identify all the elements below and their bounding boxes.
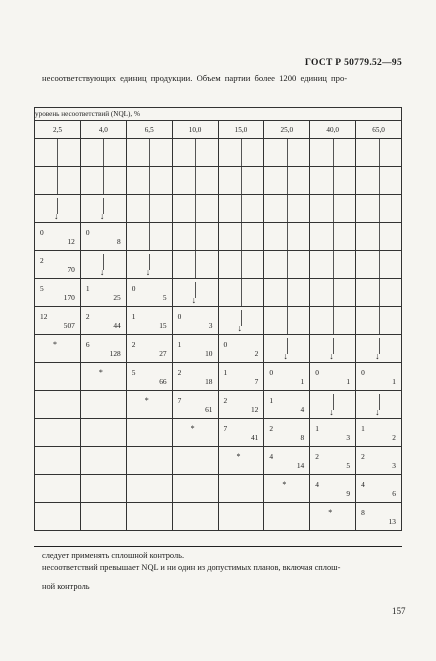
sample-size: 1 <box>392 377 396 386</box>
table-cell <box>310 363 356 391</box>
nql-level-header: 6,5 <box>126 121 172 139</box>
table-cell <box>80 279 126 307</box>
table-cell <box>35 447 81 475</box>
table-cell <box>126 419 172 447</box>
table-cell <box>35 251 81 279</box>
continuation-line <box>57 139 58 166</box>
table-cell <box>126 307 172 335</box>
table-cell <box>126 279 172 307</box>
sampling-plan-table <box>34 107 402 531</box>
acceptance-number: 2 <box>40 256 44 265</box>
table-cell <box>310 251 356 279</box>
table-cell <box>80 447 126 475</box>
sample-size: 66 <box>159 377 167 386</box>
sample-size: 7 <box>254 377 259 386</box>
continuation-line <box>287 223 288 250</box>
table-cell <box>218 251 264 279</box>
table-cell <box>218 307 264 335</box>
continuation-line <box>149 195 150 222</box>
continuation-line <box>379 195 380 222</box>
footnote-line: следует применять сплошной контроль. <box>42 551 185 560</box>
table-row <box>35 223 402 251</box>
continuation-line <box>333 307 334 334</box>
down-arrow-icon: ↓ <box>375 407 380 417</box>
table-cell <box>80 139 126 167</box>
table-cell <box>80 391 126 419</box>
table-cell <box>264 139 310 167</box>
table-cell <box>310 167 356 195</box>
sample-size: 13 <box>388 517 396 526</box>
continuation-line <box>379 167 380 194</box>
sample-size: 27 <box>159 349 167 358</box>
table-cell <box>356 279 402 307</box>
sample-size: 170 <box>63 293 75 302</box>
table-cell <box>356 447 402 475</box>
table-cell <box>172 391 218 419</box>
down-arrow-icon: ↓ <box>237 323 242 333</box>
asterisk-marker: * <box>328 508 333 517</box>
acceptance-number: 5 <box>40 284 44 293</box>
acceptance-number: 0 <box>85 228 90 237</box>
table-cell <box>356 251 402 279</box>
sample-size: 44 <box>113 321 121 330</box>
down-arrow-icon: ↓ <box>329 351 334 361</box>
acceptance-number: 0 <box>269 368 274 377</box>
table-cell <box>356 335 402 363</box>
acceptance-number: 1 <box>85 284 90 293</box>
acceptance-number: 5 <box>131 368 136 377</box>
table-row <box>35 251 402 279</box>
acceptance-number: 0 <box>315 368 319 377</box>
intro-text: несоответствующих единиц продукции. Объем партии более 1200 единиц про- <box>42 73 348 83</box>
continuation-line <box>241 167 242 194</box>
table-cell <box>264 419 310 447</box>
table-cell <box>172 167 218 195</box>
table-cell <box>172 363 218 391</box>
table-cell <box>356 503 402 531</box>
table-cell <box>35 307 81 335</box>
acceptance-number: 1 <box>223 368 228 377</box>
down-arrow-icon: ↓ <box>329 407 334 417</box>
asterisk-marker: * <box>144 396 149 405</box>
table-cell <box>80 167 126 195</box>
table-cell <box>218 419 264 447</box>
table-cell <box>310 475 356 503</box>
continuation-line <box>287 279 288 306</box>
table-cell <box>172 223 218 251</box>
sample-size: 41 <box>250 433 259 442</box>
acceptance-number: 4 <box>269 452 274 461</box>
table-cell <box>218 503 264 531</box>
table-row <box>35 419 402 447</box>
acceptance-number: 4 <box>315 480 319 489</box>
sample-size: 1 <box>300 377 305 386</box>
sample-size: 8 <box>300 433 305 442</box>
acceptance-number: 0 <box>223 340 228 349</box>
table-cell <box>126 167 172 195</box>
table-row <box>35 391 402 419</box>
sample-size: 18 <box>205 377 213 386</box>
table-cell <box>310 223 356 251</box>
table-cell <box>310 307 356 335</box>
nql-header-row <box>35 121 402 139</box>
table-row <box>35 363 402 391</box>
down-arrow-icon: ↓ <box>283 351 288 361</box>
continuation-line <box>195 139 196 166</box>
table-cell <box>80 195 126 223</box>
continuation-line <box>195 167 196 194</box>
table-cell <box>310 139 356 167</box>
table-cell <box>172 139 218 167</box>
continuation-line <box>287 139 288 166</box>
table-cell <box>126 251 172 279</box>
table-cell <box>126 223 172 251</box>
asterisk-marker: * <box>53 340 57 349</box>
table-cell <box>264 503 310 531</box>
standard-header: ГОСТ Р 50779.52—95 <box>304 58 402 68</box>
sample-size: 14 <box>296 461 305 470</box>
footnote-line: ной контроль <box>42 582 90 591</box>
table-cell <box>35 223 81 251</box>
acceptance-number: 0 <box>361 368 365 377</box>
table-cell <box>218 167 264 195</box>
table-cell <box>264 335 310 363</box>
sample-size: 61 <box>205 405 213 414</box>
table-cell <box>310 195 356 223</box>
continuation-line <box>287 307 288 334</box>
sample-size: 9 <box>346 489 351 498</box>
table-row <box>35 503 402 531</box>
sample-size: 128 <box>109 349 121 358</box>
table-cell <box>356 363 402 391</box>
table-cell <box>126 475 172 503</box>
continuation-line <box>195 223 196 250</box>
continuation-line <box>333 279 334 306</box>
acceptance-number: 2 <box>361 452 365 461</box>
nql-level-header: 15,0 <box>218 121 264 139</box>
sample-size: 70 <box>67 265 75 274</box>
continuation-line <box>333 251 334 278</box>
continuation-line <box>103 139 104 166</box>
continuation-line <box>241 223 242 250</box>
table-cell <box>264 363 310 391</box>
acceptance-number: 0 <box>40 228 44 237</box>
asterisk-marker: * <box>98 368 103 377</box>
table-cell <box>310 503 356 531</box>
continuation-line <box>149 223 150 250</box>
table-cell <box>80 307 126 335</box>
acceptance-number: 4 <box>361 480 365 489</box>
table-cell <box>172 335 218 363</box>
continuation-line <box>149 167 150 194</box>
acceptance-number: 2 <box>85 312 90 321</box>
table-cell <box>264 447 310 475</box>
table-caption: уровень несоответствий (NQL), % <box>35 108 402 121</box>
acceptance-number: 2 <box>131 340 136 349</box>
continuation-line <box>333 139 334 166</box>
table-cell <box>310 419 356 447</box>
table-cell <box>264 195 310 223</box>
continuation-line <box>379 251 380 278</box>
table-cell <box>172 195 218 223</box>
table-cell <box>218 223 264 251</box>
table-cell <box>356 391 402 419</box>
footnote-line: несоответствий превышает NQL и ни один из допустимых планов, включая сплош- <box>42 563 341 572</box>
table-cell <box>35 279 81 307</box>
sample-size: 10 <box>205 349 213 358</box>
nql-level-header: 2,5 <box>35 121 81 139</box>
table-row <box>35 167 402 195</box>
acceptance-number: 0 <box>131 284 136 293</box>
acceptance-number: 1 <box>269 396 274 405</box>
sample-size: 2 <box>254 349 259 358</box>
table-cell <box>218 279 264 307</box>
table-cell <box>35 475 81 503</box>
table-cell <box>356 195 402 223</box>
table-cell <box>172 475 218 503</box>
table-cell <box>35 195 81 223</box>
nql-level-header: 10,0 <box>172 121 218 139</box>
sample-size: 507 <box>63 321 75 330</box>
continuation-line <box>379 139 380 166</box>
nql-level-header: 4,0 <box>80 121 126 139</box>
table-bottom-rule <box>34 546 402 547</box>
table-cell <box>356 167 402 195</box>
sample-size: 5 <box>162 293 167 302</box>
table-cell <box>172 503 218 531</box>
table-cell <box>172 279 218 307</box>
table-cell <box>264 167 310 195</box>
acceptance-number: 2 <box>315 452 319 461</box>
sample-size: 25 <box>113 293 121 302</box>
table-cell <box>310 391 356 419</box>
continuation-line <box>241 279 242 306</box>
sample-size: 12 <box>67 237 75 246</box>
table-cell <box>356 419 402 447</box>
table-caption-row <box>35 108 402 121</box>
acceptance-number: 7 <box>223 424 228 433</box>
table-cell <box>356 223 402 251</box>
table-row <box>35 195 402 223</box>
table-cell <box>172 419 218 447</box>
table-cell <box>80 503 126 531</box>
table-cell <box>126 139 172 167</box>
table-row <box>35 335 402 363</box>
table-cell <box>35 391 81 419</box>
continuation-line <box>241 139 242 166</box>
sample-size: 12 <box>250 405 259 414</box>
table-cell <box>356 475 402 503</box>
table-cell <box>172 251 218 279</box>
page-number: 157 <box>392 606 406 616</box>
table-cell <box>126 195 172 223</box>
acceptance-number: 0 <box>177 312 182 321</box>
continuation-line <box>333 195 334 222</box>
table-cell <box>172 447 218 475</box>
nql-level-header: 65,0 <box>356 121 402 139</box>
table-cell <box>126 447 172 475</box>
continuation-line <box>287 251 288 278</box>
asterisk-marker: * <box>190 424 195 433</box>
asterisk-marker: * <box>282 480 287 489</box>
sample-size: 3 <box>208 321 213 330</box>
acceptance-number: 2 <box>177 368 182 377</box>
sample-size: 5 <box>346 461 351 470</box>
table-cell <box>126 391 172 419</box>
table-cell <box>35 139 81 167</box>
continuation-line <box>379 223 380 250</box>
table-cell <box>310 447 356 475</box>
table-cell <box>35 335 81 363</box>
down-arrow-icon: ↓ <box>145 267 151 277</box>
sample-size: 15 <box>159 321 167 330</box>
down-arrow-icon: ↓ <box>191 295 197 305</box>
continuation-line <box>103 167 104 194</box>
table-row <box>35 279 402 307</box>
table-cell <box>218 363 264 391</box>
acceptance-number: 1 <box>177 340 182 349</box>
table-cell <box>264 391 310 419</box>
table-cell <box>356 307 402 335</box>
nql-level-header: 40,0 <box>310 121 356 139</box>
sample-size: 1 <box>346 377 351 386</box>
table-cell <box>218 139 264 167</box>
acceptance-number: 1 <box>131 312 136 321</box>
continuation-line <box>57 167 58 194</box>
table-cell <box>264 223 310 251</box>
down-arrow-icon: ↓ <box>53 211 59 221</box>
continuation-line <box>333 167 334 194</box>
table-cell <box>35 503 81 531</box>
down-arrow-icon: ↓ <box>99 267 105 277</box>
continuation-line <box>149 139 150 166</box>
acceptance-number: 12 <box>40 312 48 321</box>
table-cell <box>35 363 81 391</box>
table-cell <box>126 335 172 363</box>
sample-size: 4 <box>300 405 305 414</box>
table-cell <box>310 335 356 363</box>
acceptance-number: 1 <box>315 424 319 433</box>
table-cell <box>80 475 126 503</box>
sample-size: 8 <box>117 237 121 246</box>
continuation-line <box>195 251 196 278</box>
table-cell <box>80 363 126 391</box>
table-cell <box>218 447 264 475</box>
acceptance-number: 8 <box>361 508 365 517</box>
table-cell <box>172 307 218 335</box>
sample-size: 6 <box>392 489 396 498</box>
continuation-line <box>241 251 242 278</box>
table-cell <box>126 503 172 531</box>
continuation-line <box>333 223 334 250</box>
table-cell <box>218 475 264 503</box>
acceptance-number: 1 <box>361 424 365 433</box>
table-cell <box>80 335 126 363</box>
asterisk-marker: * <box>236 452 241 461</box>
table-row <box>35 307 402 335</box>
sample-size: 2 <box>392 433 396 442</box>
nql-level-header: 25,0 <box>264 121 310 139</box>
table-row <box>35 447 402 475</box>
continuation-line <box>287 167 288 194</box>
table-cell <box>356 139 402 167</box>
continuation-line <box>287 195 288 222</box>
continuation-line <box>379 307 380 334</box>
acceptance-number: 6 <box>85 340 90 349</box>
table-cell <box>35 167 81 195</box>
table-cell <box>218 391 264 419</box>
table-cell <box>310 279 356 307</box>
table-cell <box>264 307 310 335</box>
table-cell <box>126 363 172 391</box>
acceptance-number: 2 <box>223 396 228 405</box>
table-cell <box>264 251 310 279</box>
table-cell <box>264 475 310 503</box>
continuation-line <box>379 279 380 306</box>
sample-size: 3 <box>346 433 351 442</box>
sample-size: 3 <box>392 461 396 470</box>
table-cell <box>264 279 310 307</box>
down-arrow-icon: ↓ <box>99 211 105 221</box>
table-cell <box>80 223 126 251</box>
acceptance-number: 7 <box>177 396 182 405</box>
continuation-line <box>241 195 242 222</box>
table-cell <box>35 419 81 447</box>
table-cell <box>218 335 264 363</box>
table-row <box>35 475 402 503</box>
table-cell <box>80 419 126 447</box>
table-cell <box>80 251 126 279</box>
continuation-line <box>195 195 196 222</box>
acceptance-number: 2 <box>269 424 274 433</box>
table-cell <box>218 195 264 223</box>
down-arrow-icon: ↓ <box>375 351 380 361</box>
table-row <box>35 139 402 167</box>
